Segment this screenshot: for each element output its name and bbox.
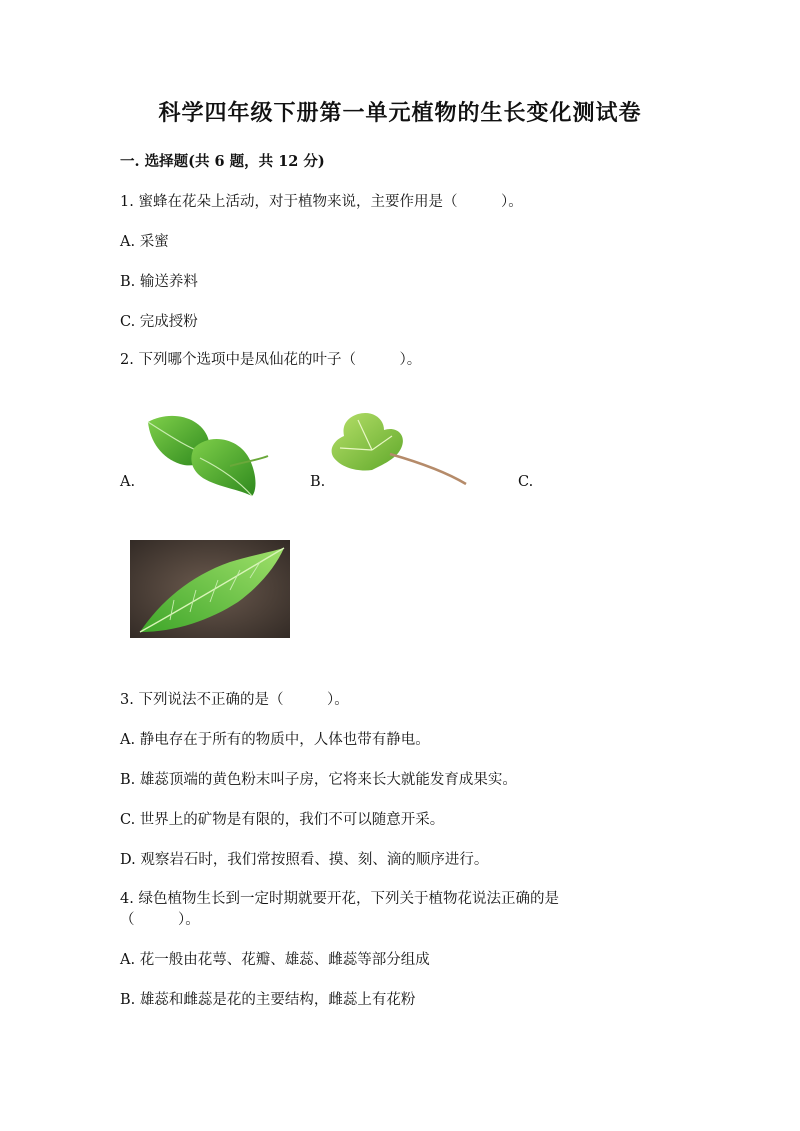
question-4-stem-line-1: 4. 绿色植物生长到一定时期就要开花，下列关于植物花说法正确的是 (120, 891, 559, 907)
question-3-option-b: B. 雄蕊顶端的黄色粉末叫子房，它将来长大就能发育成果实。 (120, 772, 517, 788)
question-3-stem: 3. 下列说法不正确的是（ ）。 (120, 692, 349, 708)
ivy-leaf-icon (328, 410, 470, 490)
question-1-option-c: C. 完成授粉 (120, 314, 198, 330)
question-4-option-a: A. 花一般由花萼、花瓣、雄蕊、雌蕊等部分组成 (120, 952, 430, 968)
question-3-option-d: D. 观察岩石时，我们常按照看、摸、刻、滴的顺序进行。 (120, 852, 489, 868)
question-3-option-a: A. 静电存在于所有的物质中，人体也带有静电。 (120, 732, 430, 748)
question-1-option-a: A. 采蜜 (120, 234, 169, 250)
question-2-option-b-label: B. (310, 474, 326, 490)
section-heading: 一. 选择题(共 6 题，共 12 分) (120, 153, 325, 170)
question-4-option-b: B. 雄蕊和雌蕊是花的主要结构，雌蕊上有花粉 (120, 992, 416, 1008)
question-2-option-a-label: A. (120, 474, 136, 490)
question-3-option-c: C. 世界上的矿物是有限的，我们不可以随意开采。 (120, 812, 445, 828)
question-1-option-b: B. 输送养料 (120, 274, 198, 290)
page-title: 科学四年级下册第一单元植物的生长变化测试卷 (158, 100, 642, 126)
question-4-stem-line-2: （ ）。 (120, 912, 200, 928)
serrated-leaf-photo (130, 540, 290, 638)
question-2-stem: 2. 下列哪个选项中是凤仙花的叶子（ ）。 (120, 352, 422, 368)
question-1-stem: 1. 蜜蜂在花朵上活动，对于植物来说，主要作用是（ ）。 (120, 194, 523, 210)
question-2-option-c-label: C. (518, 474, 534, 490)
heart-shaped-leaf-icon (140, 408, 270, 498)
